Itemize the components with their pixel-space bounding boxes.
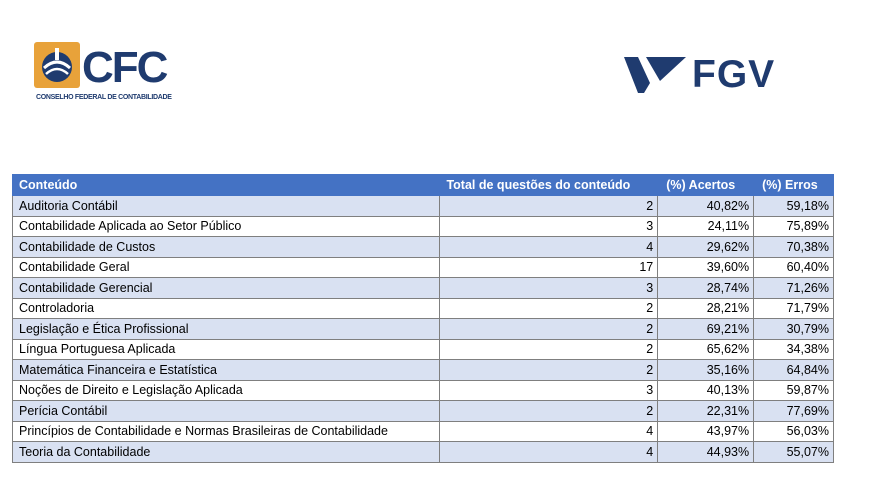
cfc-logo-text: CFC — [82, 43, 167, 92]
cell-conteudo: Princípios de Contabilidade e Normas Brasileiras de Contabilidade — [13, 421, 440, 442]
cell-total-questoes: 2 — [440, 196, 658, 217]
cell-acertos: 35,16% — [658, 360, 754, 381]
cell-acertos: 24,11% — [658, 216, 754, 237]
cell-conteudo: Legislação e Ética Profissional — [13, 319, 440, 340]
fgv-logo-text: FGV — [692, 53, 776, 96]
table-row — [13, 360, 834, 381]
cell-erros: 70,38% — [754, 237, 834, 258]
cell-conteudo: Controladoria — [13, 298, 440, 319]
header-conteudo: Conteúdo — [13, 175, 440, 196]
fgv-emblem-icon — [624, 57, 686, 93]
cfc-logo — [34, 42, 174, 104]
cell-total-questoes: 3 — [440, 278, 658, 299]
cfc-emblem-icon — [34, 42, 80, 88]
table-row — [13, 278, 834, 299]
cell-conteudo: Teoria da Contabilidade — [13, 442, 440, 463]
cell-total-questoes: 2 — [440, 339, 658, 360]
cell-erros: 56,03% — [754, 421, 834, 442]
cell-acertos: 29,62% — [658, 237, 754, 258]
cell-total-questoes: 4 — [440, 442, 658, 463]
cell-total-questoes: 2 — [440, 360, 658, 381]
cell-conteudo: Contabilidade Aplicada ao Setor Público — [13, 216, 440, 237]
cell-total-questoes: 2 — [440, 401, 658, 422]
table-row — [13, 319, 834, 340]
cell-total-questoes: 4 — [440, 237, 658, 258]
table-row — [13, 380, 834, 401]
header-total-questoes: Total de questões do conteúdo — [440, 175, 658, 196]
table-row — [13, 237, 834, 258]
cell-acertos: 40,82% — [658, 196, 754, 217]
cell-erros: 59,18% — [754, 196, 834, 217]
table-body — [13, 196, 834, 463]
cell-erros: 60,40% — [754, 257, 834, 278]
table-row — [13, 339, 834, 360]
table-row — [13, 257, 834, 278]
cell-conteudo: Contabilidade Gerencial — [13, 278, 440, 299]
cell-erros: 71,26% — [754, 278, 834, 299]
cell-erros: 77,69% — [754, 401, 834, 422]
cell-total-questoes: 17 — [440, 257, 658, 278]
table-row — [13, 298, 834, 319]
cell-erros: 75,89% — [754, 216, 834, 237]
cell-total-questoes: 3 — [440, 380, 658, 401]
table-header-row — [13, 175, 834, 196]
table-row — [13, 196, 834, 217]
cell-total-questoes: 2 — [440, 298, 658, 319]
cell-acertos: 39,60% — [658, 257, 754, 278]
fgv-logo — [624, 55, 774, 97]
cell-erros: 71,79% — [754, 298, 834, 319]
cell-erros: 59,87% — [754, 380, 834, 401]
cell-conteudo: Perícia Contábil — [13, 401, 440, 422]
cell-acertos: 40,13% — [658, 380, 754, 401]
cell-erros: 64,84% — [754, 360, 834, 381]
cell-erros: 30,79% — [754, 319, 834, 340]
cell-acertos: 65,62% — [658, 339, 754, 360]
cell-conteudo: Contabilidade Geral — [13, 257, 440, 278]
cell-acertos: 28,21% — [658, 298, 754, 319]
cell-conteudo: Língua Portuguesa Aplicada — [13, 339, 440, 360]
cell-erros: 34,38% — [754, 339, 834, 360]
cell-acertos: 22,31% — [658, 401, 754, 422]
cell-acertos: 28,74% — [658, 278, 754, 299]
cell-conteudo: Matemática Financeira e Estatística — [13, 360, 440, 381]
cell-total-questoes: 3 — [440, 216, 658, 237]
cell-total-questoes: 2 — [440, 319, 658, 340]
cell-conteudo: Contabilidade de Custos — [13, 237, 440, 258]
cell-acertos: 43,97% — [658, 421, 754, 442]
header-acertos: (%) Acertos — [658, 175, 754, 196]
cfc-logo-subtitle: CONSELHO FEDERAL DE CONTABILIDADE — [36, 94, 172, 101]
cell-conteudo: Noções de Direito e Legislação Aplicada — [13, 380, 440, 401]
table-row — [13, 216, 834, 237]
table-row — [13, 421, 834, 442]
cell-erros: 55,07% — [754, 442, 834, 463]
header-erros: (%) Erros — [754, 175, 834, 196]
cell-total-questoes: 4 — [440, 421, 658, 442]
cell-acertos: 44,93% — [658, 442, 754, 463]
results-table — [12, 174, 834, 463]
table-row — [13, 401, 834, 422]
table-row — [13, 442, 834, 463]
cell-conteudo: Auditoria Contábil — [13, 196, 440, 217]
cell-acertos: 69,21% — [658, 319, 754, 340]
